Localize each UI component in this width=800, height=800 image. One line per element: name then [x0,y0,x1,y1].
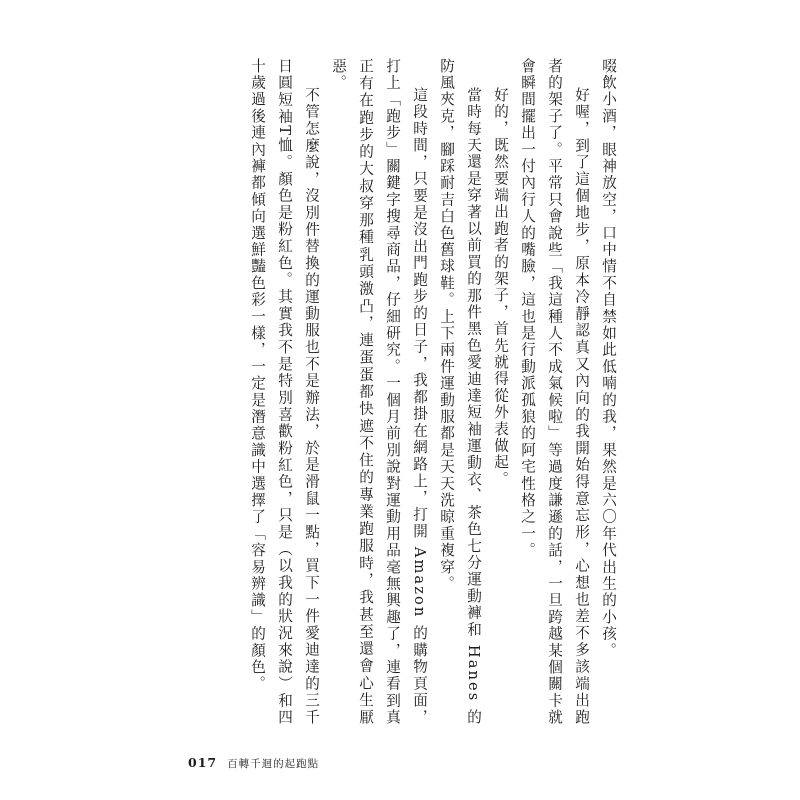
running-title: 百轉千迴的起跑點 [227,758,320,770]
page-number: 017 [188,755,218,770]
paragraph: 這段時間，只要是沒出門跑步的日子，我都掛在網路上，打開 Amazon 的購物頁面，打上「跑步」關鍵字搜尋商品，仔細研究。一個月前別說對運動用品毫無興趣了，連看到真正有在跑步的大叔穿那種乳頭激凸，連蛋蛋都快遮不住的專業跑服時，我甚至還會心生厭惡。 [330,58,428,726]
paragraph: 好喔，到了這個地步，原本冷靜認真又內向的我開始得意忘形，心想也差不多該端出跑者的架子了。平常只會說些「我這種人不成氣候啦」等過度謙遜的話，一旦跨越某個關卡就會瞬間擺出一付內行人的嘴臉，這也是行動派孤狼的阿宅性格之一。 [519,58,590,726]
vertical-body-text [188,58,622,726]
paragraph: 好的，既然要端出跑者的架子，首先就得從外表做起。 [492,87,509,488]
paragraph: 不管怎麼說，沒別件替換的運動服也不是辦法，於是滑鼠一點，買下一件愛迪達的三千日圓短袖T恤。顏色是粉紅色。其實我不是特別喜歡粉紅色，只是（以我的狀況來說）和四十歲過後連內褲都傾向選鮮豔色彩一樣，一定是潛意識中選擇了「容易辨識」的顏色。 [249,58,320,726]
paragraph: 啜飲小酒，眼神放空，口中情不自禁如此低喃的我，果然是六〇年代出生的小孩。 [600,58,617,660]
paragraph: 當時每天還是穿著以前買的那件黑色愛迪達短袖運動衣、茶色七分運動褲和 Hanes 的防風夾克，腳踩耐吉白色舊球鞋。上下兩件運動服都是天天洗晾重複穿。 [438,58,482,726]
page-footer [188,755,319,771]
